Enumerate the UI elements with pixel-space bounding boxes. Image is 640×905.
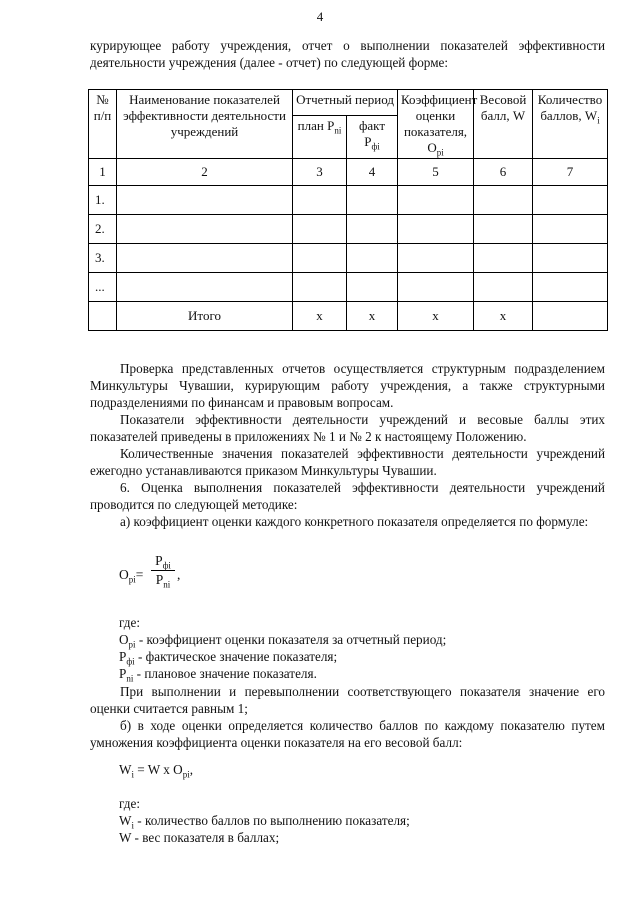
table-cell	[398, 273, 474, 302]
header-coef-sub: pi	[436, 147, 444, 158]
row-index: 2.	[89, 215, 117, 244]
where-label: где:	[119, 615, 140, 630]
header-coef-text: Коэффициент оценки показателя, O	[401, 92, 478, 155]
header-period: Отчетный период	[293, 90, 398, 116]
header-weight: Весовой балл, W	[474, 90, 533, 159]
table-cell	[117, 244, 293, 273]
row-index: 1.	[89, 186, 117, 215]
paragraph-reports-check: Проверка представленных отчетов осуществляется структурным подразделением Минкультуры Чувашии, курирующим работу учреждения, а также структурными подразделениями по финансам и правовым вопросам.	[90, 361, 605, 410]
paragraph-points: б) в ходе оценки определяется количество баллов по каждому показателю путем умножения коэффициента оценки показателя на его весовой балл:	[90, 718, 605, 750]
where-text: - плановое значение показателя.	[133, 666, 317, 681]
where-symbol: P	[119, 666, 127, 681]
table-row	[89, 186, 608, 215]
table-cell	[293, 186, 347, 215]
table-cell	[347, 273, 398, 302]
formula-lhs-symbol: O	[119, 567, 129, 582]
total-mark: х	[474, 302, 533, 331]
where-symbol: W	[119, 813, 132, 828]
total-mark: х	[398, 302, 474, 331]
col-number: 2	[117, 159, 293, 186]
formula-denominator-sub: ni	[163, 579, 171, 590]
formula-equals: =	[135, 567, 144, 582]
header-num: № п/п	[89, 90, 117, 159]
table-cell	[474, 186, 533, 215]
paragraph-indicators: Показатели эффективности деятельности учреждений и весовые баллы этих показателей приведены в приложениях № 1 и № 2 к настоящему Положению.	[90, 412, 605, 444]
where-line	[119, 631, 446, 648]
formula-denominator	[151, 572, 175, 588]
where-line	[119, 829, 279, 846]
where-sub: фi	[126, 656, 135, 667]
paragraph-method: 6. Оценка выполнения показателей эффективности деятельности учреждений проводится по следующей методике:	[90, 480, 605, 512]
formula-comma: ,	[177, 567, 181, 582]
table-cell	[474, 273, 533, 302]
points-formula-w: W	[119, 762, 132, 777]
points-formula-o-sub: pi	[182, 769, 190, 780]
table-cell	[398, 186, 474, 215]
header-fact-text: факт P	[358, 118, 386, 149]
table-cell	[533, 186, 608, 215]
total-mark: х	[293, 302, 347, 331]
header-coef	[398, 90, 478, 159]
header-plan	[293, 116, 347, 159]
header-count-text: Количество баллов, W	[537, 92, 603, 123]
table-cell	[347, 244, 398, 273]
table-cell	[89, 302, 117, 331]
col-number: 4	[347, 159, 398, 186]
page-number: 4	[316, 9, 324, 24]
where-sub: ni	[126, 673, 134, 684]
table-cell	[533, 273, 608, 302]
col-number: 6	[474, 159, 533, 186]
formula-numerator-sub: фi	[162, 560, 171, 571]
header-count	[533, 90, 608, 159]
report-form-table	[88, 89, 608, 331]
table-cell	[293, 215, 347, 244]
where-symbol: P	[119, 649, 127, 664]
table-cell	[347, 186, 398, 215]
header-plan-text: план P	[297, 118, 335, 133]
table-cell	[474, 215, 533, 244]
formula-lhs	[119, 567, 143, 583]
where-text: - фактическое значение показателя;	[134, 649, 338, 664]
where-sub: pi	[128, 639, 136, 650]
table-cell	[398, 244, 474, 273]
points-formula-w-sub: i	[131, 769, 134, 780]
table-cell	[347, 215, 398, 244]
table-cell	[533, 244, 608, 273]
where-line	[119, 648, 337, 665]
points-formula-body: = W x O	[133, 762, 183, 777]
col-number: 3	[293, 159, 347, 186]
intro-paragraph: курирующее работу учреждения, отчет о выполнении показателей эффективности деятельности учреждения (далее - отчет) по следующей форме:	[90, 38, 605, 70]
table-cell	[533, 215, 608, 244]
table-cell	[117, 215, 293, 244]
where-label: где:	[119, 796, 140, 811]
table-cell	[398, 215, 474, 244]
points-formula-comma: ,	[189, 762, 193, 777]
table-row	[89, 215, 608, 244]
where-line	[119, 812, 410, 829]
paragraph-overfulfil: При выполнении и перевыполнении соответствующего показателя значение его оценки считается равным 1;	[90, 684, 605, 716]
header-plan-sub: ni	[334, 125, 342, 136]
col-number: 1	[89, 159, 117, 186]
formula-numerator-symbol: P	[155, 553, 163, 568]
table-header-row	[89, 90, 608, 116]
formula-lhs-sub: pi	[128, 574, 136, 585]
total-label: Итого	[117, 302, 293, 331]
header-count-sub: i	[597, 115, 600, 126]
total-row	[89, 302, 608, 331]
column-number-row	[89, 159, 608, 186]
where-text: - коэффициент оценки показателя за отчетный период;	[135, 632, 447, 647]
table-cell	[293, 244, 347, 273]
header-name: Наименование показателей эффективности деятельности учреждений	[117, 90, 293, 159]
paragraph-values: Количественные значения показателей эффективности деятельности учреждений ежегодно устанавливаются приказом Минкультуры Чувашии.	[90, 446, 605, 478]
where-symbol: O	[119, 632, 129, 647]
row-index: ...	[89, 273, 117, 302]
col-number: 7	[533, 159, 608, 186]
points-formula	[119, 761, 193, 778]
where-line	[119, 665, 317, 682]
table-cell	[474, 244, 533, 273]
where-text: - количество баллов по выполнению показателя;	[133, 813, 410, 828]
table-row	[89, 273, 608, 302]
table-cell	[293, 273, 347, 302]
col-number: 5	[398, 159, 474, 186]
table-cell	[117, 186, 293, 215]
where-text: - вес показателя в баллах;	[131, 830, 280, 845]
table-cell	[533, 302, 608, 331]
where-sub: i	[131, 820, 134, 831]
total-mark: х	[347, 302, 398, 331]
header-fact	[347, 116, 398, 159]
header-fact-sub: фi	[371, 141, 380, 152]
where-symbol: W	[119, 830, 132, 845]
paragraph-formula-intro: а) коэффициент оценки каждого конкретного показателя определяется по формуле:	[120, 514, 589, 529]
formula-numerator	[151, 553, 175, 569]
table-row	[89, 244, 608, 273]
table-cell	[117, 273, 293, 302]
formula-denominator-symbol: P	[155, 572, 164, 587]
row-index: 3.	[89, 244, 117, 273]
formula-fraction	[151, 553, 175, 588]
